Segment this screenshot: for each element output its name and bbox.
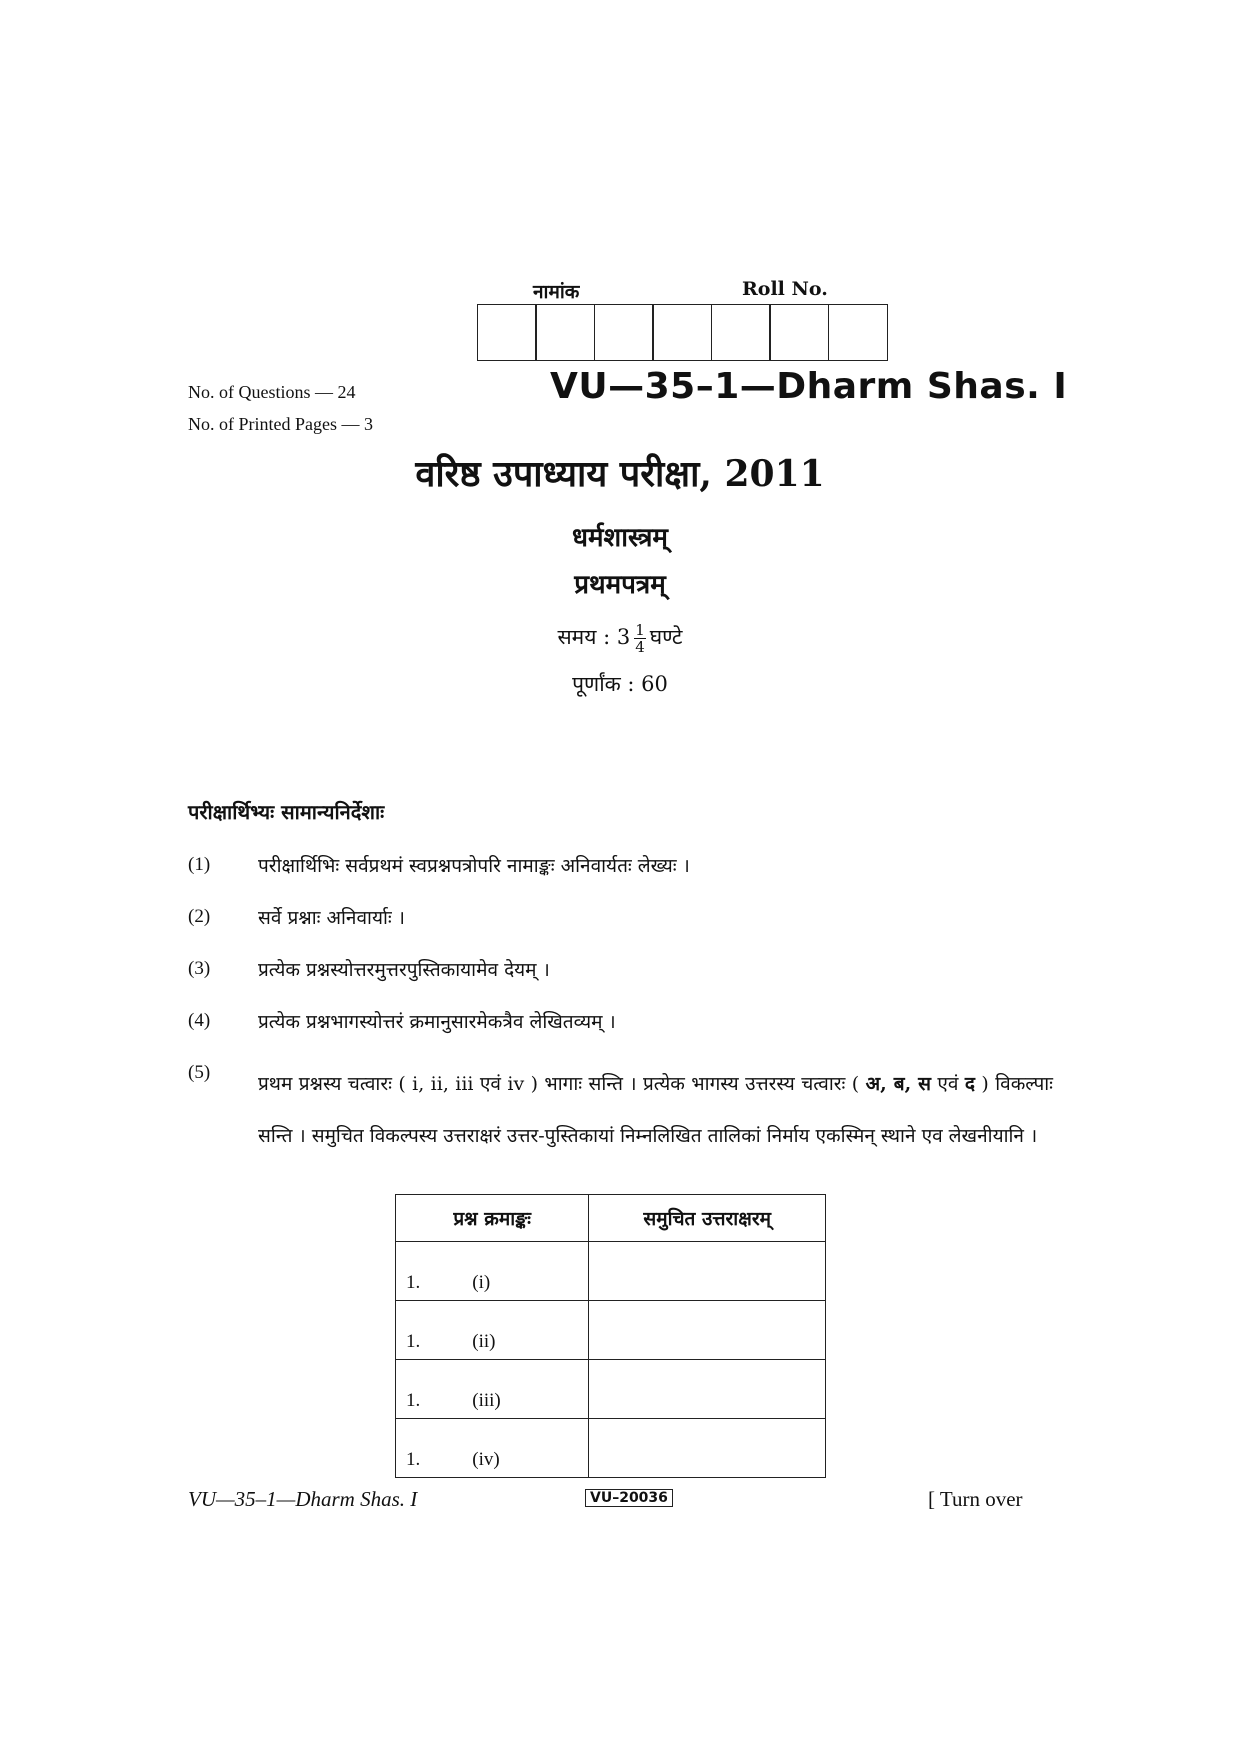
paper-title: प्रथमपत्रम् <box>574 570 666 600</box>
table-row <box>396 1242 826 1301</box>
question-cell <box>396 1242 589 1301</box>
roll-digit-box[interactable] <box>477 304 537 361</box>
num-pages: No. of Printed Pages — 3 <box>188 414 373 434</box>
answer-table-header <box>396 1195 826 1242</box>
instructions-heading: परीक्षार्थिभ्यः सामान्यनिर्देशाः <box>188 800 385 824</box>
question-cell <box>396 1301 589 1360</box>
option-letter-last: द <box>964 1073 975 1095</box>
num-questions: No. of Questions — 24 <box>188 382 356 402</box>
instruction-number: (1) <box>188 854 211 875</box>
roll-number-boxes[interactable] <box>478 304 888 361</box>
instruction-5-paren-open: ( <box>851 1073 860 1095</box>
time-label: समय : 3 <box>557 625 631 649</box>
instruction-number: (5) <box>188 1062 211 1083</box>
instruction-number: (2) <box>188 906 211 927</box>
fraction-denominator: 4 <box>635 638 645 656</box>
answer-cell[interactable] <box>589 1419 826 1478</box>
roll-label-hindi: नामांक <box>533 281 580 303</box>
question-part: (ii) <box>472 1331 496 1352</box>
footer-booklet-code: VU–20036 <box>585 1489 673 1507</box>
roll-digit-box[interactable] <box>594 304 654 361</box>
question-number: 1. <box>406 1331 421 1352</box>
max-marks: पूर्णांक : 60 <box>572 672 668 696</box>
answer-cell[interactable] <box>589 1360 826 1419</box>
col-answer-letter: समुचित उत्तराक्षरम् <box>589 1195 826 1242</box>
instruction-number: (3) <box>188 958 211 979</box>
table-row <box>396 1360 826 1419</box>
question-part: (iv) <box>472 1449 500 1470</box>
time-unit: घण्टे <box>649 625 683 649</box>
time-fraction <box>634 622 646 655</box>
answer-cell[interactable] <box>589 1242 826 1301</box>
paper-code: VU—35–1—Dharm Shas. I <box>550 366 1068 407</box>
turn-over-note: [ Turn over <box>928 1487 1023 1511</box>
instruction-number: (4) <box>188 1010 211 1031</box>
question-number: 1. <box>406 1449 421 1470</box>
instruction-5-rest: ) विकल्पाः सन्ति । समुचित विकल्पस्य उत्तराक्षरं उत्तर-पुस्तिकायां निम्नलिखित तालिकां निर्माय एकस्मिन् स्थाने एव लेखनीयानि । <box>258 1073 1053 1147</box>
answer-table <box>395 1194 826 1478</box>
question-cell <box>396 1419 589 1478</box>
question-number: 1. <box>406 1272 421 1293</box>
instruction-text: प्रत्येक प्रश्नभागस्योत्तरं क्रमानुसारमेकत्रैव लेखितव्यम् । <box>258 1011 616 1033</box>
table-row <box>396 1301 826 1360</box>
roll-digit-box[interactable] <box>711 304 771 361</box>
roll-digit-box[interactable] <box>769 304 829 361</box>
question-number: 1. <box>406 1390 421 1411</box>
instruction-5-line-a: प्रथम प्रश्नस्य चत्वारः ( i, ii, iii एवं iv ) भागाः सन्ति । प्रत्येक भागस्य उत्तरस्य चत्वारः <box>258 1073 846 1095</box>
time-allowed <box>0 622 1240 655</box>
instruction-text: प्रत्येक प्रश्नस्योत्तरमुत्तरपुस्तिकायामेव देयम् । <box>258 959 550 981</box>
answer-cell[interactable] <box>589 1301 826 1360</box>
question-part: (iii) <box>472 1390 501 1411</box>
option-letters: अ, ब, स <box>865 1073 932 1095</box>
subject-title: धर्मशास्त्रम् <box>572 523 668 553</box>
exam-title: वरिष्ठ उपाध्याय परीक्षा, 2011 <box>415 453 825 495</box>
footer-paper-code: VU—35–1—Dharm Shas. I <box>188 1487 418 1511</box>
instruction-text: सर्वे प्रश्नाः अनिवार्याः । <box>258 907 405 929</box>
question-cell <box>396 1360 589 1419</box>
fraction-numerator: 1 <box>635 621 645 639</box>
roll-digit-box[interactable] <box>828 304 888 361</box>
roll-label-english: Roll No. <box>742 278 828 300</box>
roll-digit-box[interactable] <box>652 304 712 361</box>
instruction-text-5 <box>258 1058 1053 1162</box>
instruction-text: परीक्षार्थिभिः सर्वप्रथमं स्वप्रश्नपत्रोपरि नामाङ्कः अनिवार्यतः लेख्यः । <box>258 855 690 877</box>
question-part: (i) <box>472 1272 491 1293</box>
table-row <box>396 1419 826 1478</box>
instruction-5-and: एवं <box>937 1073 959 1095</box>
roll-digit-box[interactable] <box>535 304 595 361</box>
col-question-number: प्रश्न क्रमाङ्कः <box>396 1195 589 1242</box>
